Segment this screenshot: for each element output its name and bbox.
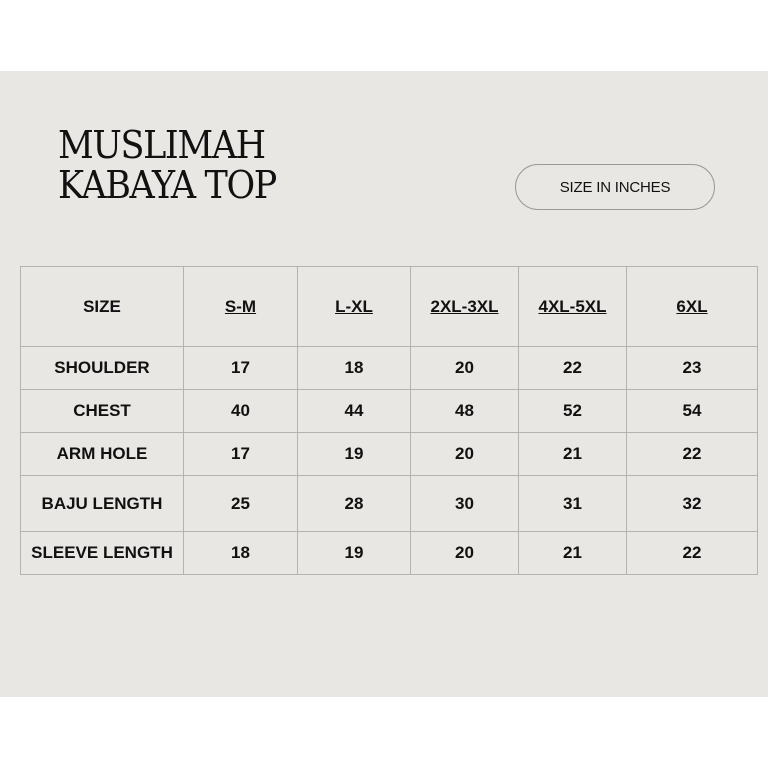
table-row-baju-length — [21, 476, 758, 532]
table-cell: 31 — [519, 476, 627, 532]
column-header-6xl: 6XL — [627, 267, 758, 347]
title-line-2: KABAYA TOP — [58, 163, 276, 207]
table-cell: 52 — [519, 390, 627, 433]
table-cell: 44 — [298, 390, 411, 433]
table-cell: 30 — [411, 476, 519, 532]
row-label: BAJU LENGTH — [21, 476, 184, 532]
column-header-s-m: S-M — [184, 267, 298, 347]
table-row-shoulder — [21, 347, 758, 390]
table-cell: 40 — [184, 390, 298, 433]
row-label: SHOULDER — [21, 347, 184, 390]
size-chart-table — [20, 266, 758, 575]
size-unit-badge: SIZE IN INCHES — [515, 164, 715, 210]
column-header-4xl-5xl: 4XL-5XL — [519, 267, 627, 347]
table-cell: 48 — [411, 390, 519, 433]
column-header-2xl-3xl: 2XL-3XL — [411, 267, 519, 347]
table-cell: 20 — [411, 532, 519, 575]
table-cell: 20 — [411, 433, 519, 476]
table-cell: 21 — [519, 433, 627, 476]
table-cell: 20 — [411, 347, 519, 390]
row-label: SLEEVE LENGTH — [21, 532, 184, 575]
table-cell: 21 — [519, 532, 627, 575]
row-label: ARM HOLE — [21, 433, 184, 476]
table-row-chest — [21, 390, 758, 433]
size-header-cell: SIZE — [21, 267, 184, 347]
title-line-1: MUSLIMAH — [58, 123, 265, 167]
table-cell: 17 — [184, 347, 298, 390]
table-cell: 22 — [627, 433, 758, 476]
table-cell: 17 — [184, 433, 298, 476]
table-cell: 18 — [298, 347, 411, 390]
table-cell: 32 — [627, 476, 758, 532]
table-cell: 28 — [298, 476, 411, 532]
row-label: CHEST — [21, 390, 184, 433]
table-cell: 19 — [298, 532, 411, 575]
table-cell: 22 — [627, 532, 758, 575]
table-row-sleeve-length — [21, 532, 758, 575]
table-cell: 22 — [519, 347, 627, 390]
page-title — [58, 125, 276, 205]
table-row-arm-hole — [21, 433, 758, 476]
table-cell: 25 — [184, 476, 298, 532]
table-cell: 23 — [627, 347, 758, 390]
table-cell: 54 — [627, 390, 758, 433]
table-cell: 18 — [184, 532, 298, 575]
column-header-l-xl: L-XL — [298, 267, 411, 347]
table-cell: 19 — [298, 433, 411, 476]
table-header-row — [21, 267, 758, 347]
